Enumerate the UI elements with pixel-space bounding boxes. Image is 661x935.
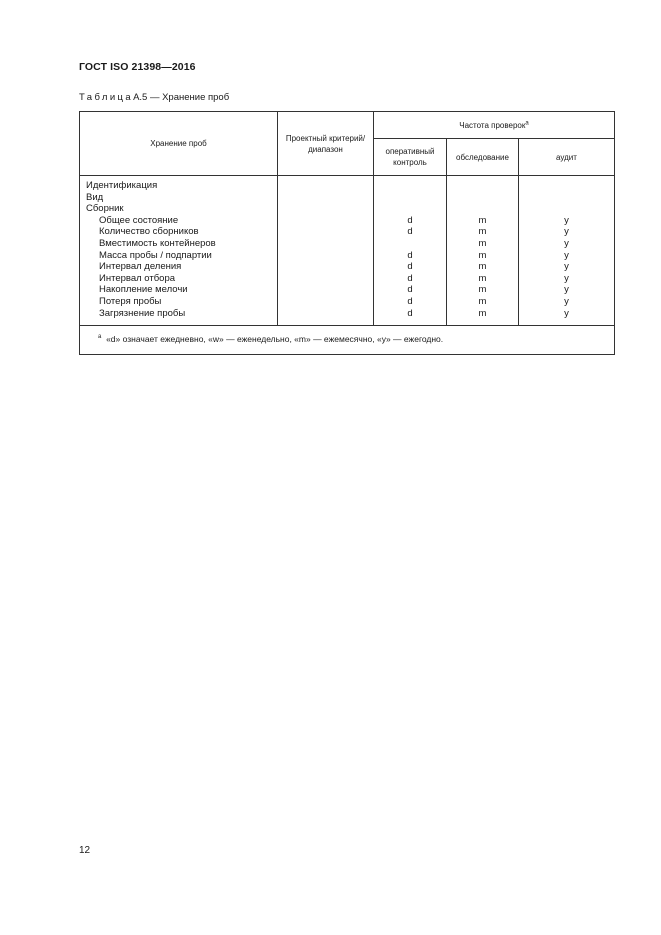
audit-frequency-value: y [564, 284, 569, 296]
parameter-row: Идентификация [86, 180, 158, 191]
table-caption-title: А.5 — Хранение проб [133, 92, 230, 103]
parameter-row: Загрязнение пробы [99, 307, 186, 319]
cell-criterion [278, 176, 374, 326]
parameter-row: Общее состояние [99, 214, 179, 226]
operational-frequency-value: d [407, 295, 413, 307]
operational-frequency-value: d [407, 307, 413, 319]
operational-frequency-value [374, 192, 446, 204]
parameter-row: Вид [86, 191, 104, 203]
parameter-row: Вместимость контейнеров [99, 237, 216, 249]
parameter-list [80, 180, 277, 319]
operational-frequency-value [374, 180, 446, 192]
header-frequency-label: Частота проверок [459, 120, 526, 130]
audit-frequency-value [519, 180, 614, 192]
document-header: ГОСТ ISO 21398—2016 [79, 61, 196, 73]
audit-frequency-value: y [564, 272, 569, 284]
header-frequency [374, 112, 615, 139]
header-operational [374, 139, 447, 176]
audit-frequency-value: y [564, 214, 569, 226]
audit-frequency-value: y [564, 237, 569, 249]
cell-parameters [80, 176, 278, 326]
audit-frequency-value: y [564, 249, 569, 261]
header-storage [80, 112, 278, 176]
table-footnote [80, 326, 615, 355]
header-criterion-label: Проектный критерий/диапазон [285, 133, 366, 154]
operational-frequency-list [374, 180, 446, 319]
audit-frequency-value: y [564, 307, 569, 319]
header-audit-label: аудит [556, 152, 577, 162]
parameter-row: Интервал деления [99, 261, 182, 273]
audit-frequency-list [519, 180, 614, 319]
footnote-text: «d» означает ежедневно, «w» — еженедельно, «m» — ежемесячно, «y» — ежегодно. [106, 334, 444, 344]
table-caption-label: Таблица [79, 92, 134, 103]
header-survey-label: обследование [456, 152, 509, 162]
header-survey [447, 139, 519, 176]
parameter-row: Сборник [86, 203, 124, 215]
survey-frequency-value: m [478, 295, 487, 307]
parameter-row: Интервал отбора [99, 272, 176, 284]
operational-frequency-value: d [407, 261, 413, 273]
parameter-row: Масса пробы / подпартии [99, 249, 212, 261]
footnote-marker: a [98, 334, 102, 341]
survey-frequency-value [447, 203, 518, 215]
survey-frequency-value: m [478, 272, 487, 284]
header-operational-label: оперативный контроль [385, 147, 435, 167]
sample-storage-table [79, 111, 615, 355]
survey-frequency-value: m [478, 214, 487, 226]
survey-frequency-value [447, 180, 518, 192]
survey-frequency-value: m [478, 307, 487, 319]
survey-frequency-value: m [478, 284, 487, 296]
parameter-row: Количество сборников [99, 226, 199, 238]
header-frequency-footnote-marker: a [525, 119, 529, 126]
audit-frequency-value [519, 203, 614, 215]
audit-frequency-value: y [564, 295, 569, 307]
operational-frequency-value: d [407, 284, 413, 296]
survey-frequency-value: m [478, 226, 487, 238]
parameter-row: Потеря пробы [99, 295, 162, 307]
operational-frequency-value [374, 203, 446, 215]
survey-frequency-value: m [478, 237, 487, 249]
operational-frequency-value [374, 238, 446, 250]
header-criterion [278, 112, 374, 176]
operational-frequency-value: d [407, 272, 413, 284]
audit-frequency-value [519, 192, 614, 204]
header-audit [519, 139, 615, 176]
page-number: 12 [79, 845, 91, 856]
survey-frequency-value: m [478, 261, 487, 273]
audit-frequency-value: y [564, 261, 569, 273]
table-caption [79, 92, 229, 103]
audit-frequency-value: y [564, 226, 569, 238]
header-storage-label: Хранение проб [150, 139, 207, 148]
survey-frequency-value: m [478, 249, 487, 261]
operational-frequency-value: d [407, 249, 413, 261]
parameter-row: Накопление мелочи [99, 284, 188, 296]
cell-audit [519, 176, 615, 326]
operational-frequency-value: d [407, 226, 413, 238]
survey-frequency-list [447, 180, 518, 319]
operational-frequency-value: d [407, 214, 413, 226]
survey-frequency-value [447, 192, 518, 204]
cell-operational [374, 176, 447, 326]
cell-survey [447, 176, 519, 326]
